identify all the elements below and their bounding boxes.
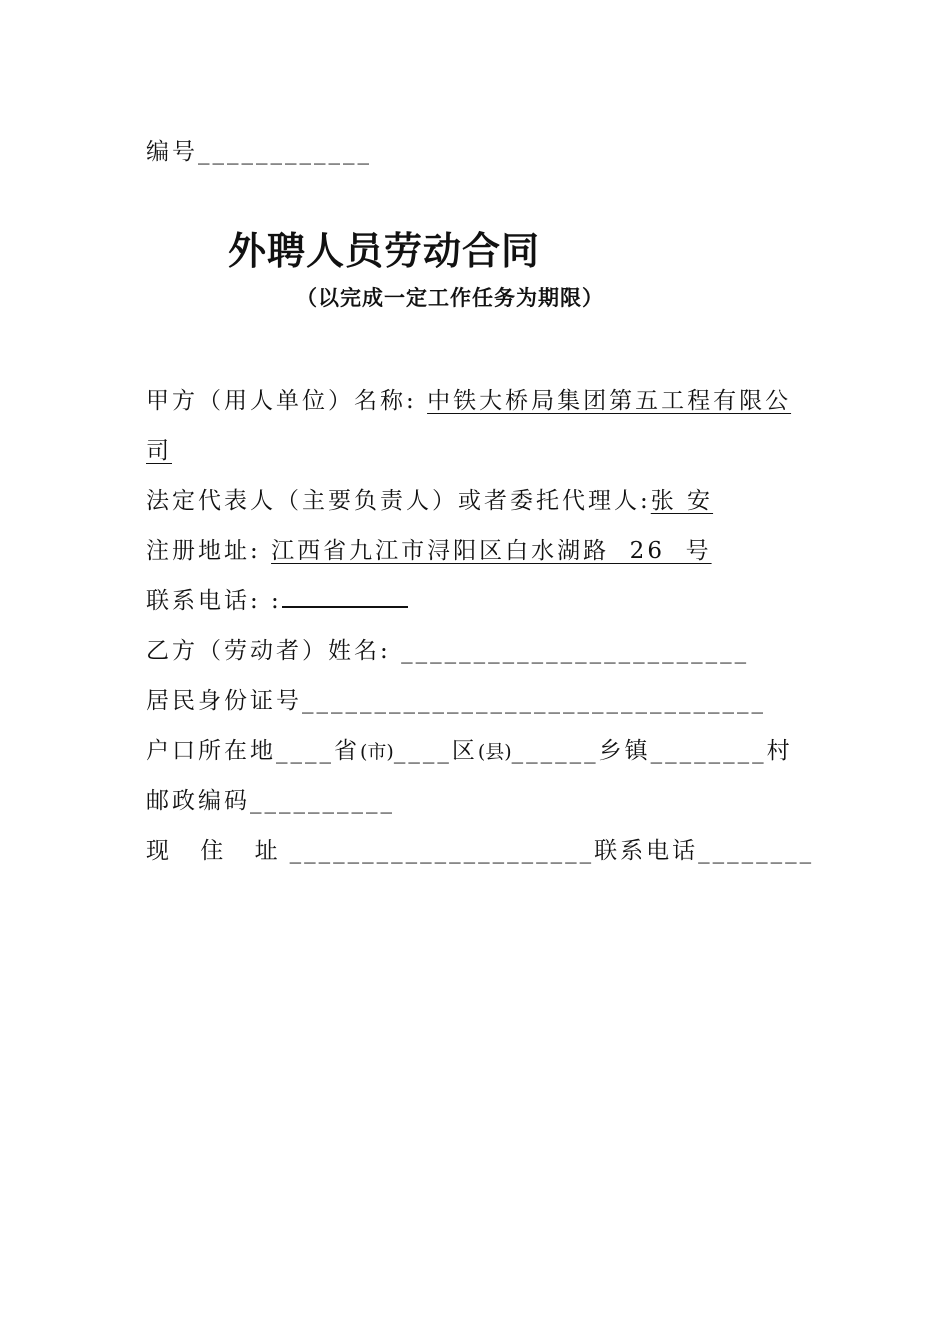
hukou-province-blank[interactable]: ____ xyxy=(276,738,334,764)
party-b-postcode-label: 邮政编码 xyxy=(146,788,250,814)
party-b-current-address-row xyxy=(146,836,814,866)
party-b-hukou-label: 户口所在地 xyxy=(146,738,276,764)
party-b-contact-phone-label: 联系电话 xyxy=(594,838,699,864)
party-a-address-value: 江西省九江市浔阳区白水湖路 26 号 xyxy=(271,538,712,564)
party-a-phone-label: 联系电话: : xyxy=(146,588,282,614)
party-a-representative-value: 张 安 xyxy=(650,488,714,514)
party-a-address-label: 注册地址: xyxy=(146,538,261,564)
party-b-id-label: 居民身份证号 xyxy=(146,688,302,714)
hukou-town-label: 乡镇 xyxy=(598,738,651,764)
hukou-village-label: 村 xyxy=(766,738,793,764)
party-b-postcode-blank[interactable]: __________ xyxy=(250,788,395,814)
party-a-phone-row xyxy=(146,586,408,616)
party-b-id-blank[interactable]: ________________________________ xyxy=(302,688,766,714)
party-a-phone-blank[interactable] xyxy=(282,586,408,608)
party-b-postcode-row xyxy=(146,786,395,816)
party-a-address-row xyxy=(146,536,712,566)
document-subtitle: （以完成一定工作任务为期限） xyxy=(296,286,604,310)
contract-number-row xyxy=(146,137,372,167)
contract-number-label: 编号 xyxy=(146,139,198,165)
party-b-name-blank[interactable]: ________________________ xyxy=(401,638,750,664)
hukou-city-label: (市) xyxy=(360,741,394,763)
party-b-contact-phone-blank[interactable]: ________ xyxy=(698,838,815,864)
hukou-district-blank[interactable]: ____ xyxy=(393,738,452,764)
party-b-current-address-label: 现 住 址 xyxy=(146,838,290,864)
hukou-town-blank[interactable]: ______ xyxy=(511,738,599,764)
party-a-name-label: 甲方（用人单位）名称: xyxy=(146,388,417,414)
document-title: 外聘人员劳动合同 xyxy=(228,229,541,273)
party-a-name-value-continued: 司 xyxy=(146,438,172,464)
hukou-village-blank[interactable]: ________ xyxy=(650,738,767,764)
party-b-name-row xyxy=(146,636,749,666)
hukou-county-label: (县) xyxy=(477,741,512,763)
party-a-name-row xyxy=(146,386,791,416)
party-a-representative-label: 法定代表人（主要负责人）或者委托代理人: xyxy=(146,488,651,514)
contract-number-blank[interactable]: ____________ xyxy=(198,139,372,165)
hukou-province-label: 省 xyxy=(334,738,360,764)
party-b-current-address-blank[interactable]: _____________________ xyxy=(289,838,595,864)
party-a-representative-row xyxy=(146,486,713,516)
hukou-district-label: 区 xyxy=(451,738,478,764)
party-a-name-continued-row xyxy=(146,436,172,466)
party-b-id-row xyxy=(146,686,766,716)
party-a-name-value: 中铁大桥局集团第五工程有限公 xyxy=(427,388,792,414)
party-b-name-label: 乙方（劳动者）姓名: xyxy=(146,638,391,664)
party-b-hukou-row xyxy=(146,736,793,767)
